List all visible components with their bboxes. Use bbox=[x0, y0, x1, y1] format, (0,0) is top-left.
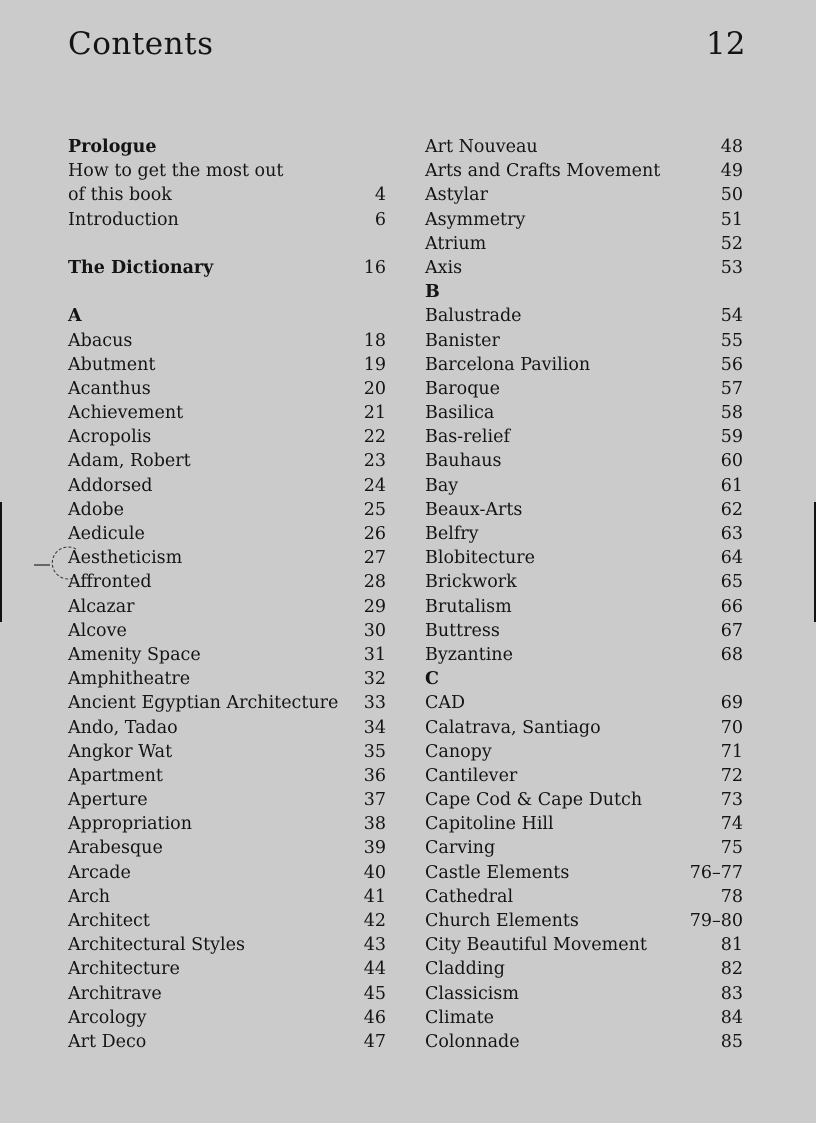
toc-entry-page: 21 bbox=[363, 403, 386, 424]
spacer bbox=[68, 232, 386, 256]
toc-entry-label: Amenity Space bbox=[68, 644, 201, 665]
toc-entry-label: CAD bbox=[425, 693, 466, 714]
toc-entry-page: 41 bbox=[363, 886, 386, 907]
toc-entry-label: City Beautiful Movement bbox=[425, 935, 647, 956]
toc-entry-label: Bas-relief bbox=[425, 427, 510, 448]
toc-entry-label: Art Deco bbox=[68, 1031, 147, 1052]
toc-entry[interactable] bbox=[425, 232, 743, 256]
toc-entry-page: 53 bbox=[720, 257, 743, 278]
page-number: 12 bbox=[706, 26, 746, 62]
toc-entry[interactable] bbox=[68, 982, 386, 1006]
toc-entry[interactable] bbox=[68, 909, 386, 933]
toc-entry-page: 18 bbox=[363, 330, 386, 351]
toc-entry-page: 35 bbox=[363, 741, 386, 762]
toc-entry-page: 84 bbox=[720, 1007, 743, 1028]
toc-entry[interactable] bbox=[425, 401, 743, 425]
toc-entry-label: Castle Elements bbox=[425, 862, 570, 883]
toc-entry-page: 51 bbox=[720, 209, 743, 230]
toc-entry-page: 39 bbox=[363, 838, 386, 859]
toc-entry[interactable] bbox=[68, 643, 386, 667]
toc-entry-label: Arabesque bbox=[68, 838, 163, 859]
toc-entry-label: Abacus bbox=[68, 330, 133, 351]
toc-entry-page: 83 bbox=[720, 983, 743, 1004]
toc-entry[interactable] bbox=[68, 933, 386, 957]
toc-entry-label: Carving bbox=[425, 838, 496, 859]
toc-entry-label: Church Elements bbox=[425, 911, 579, 931]
toc-entry-page: 56 bbox=[720, 354, 743, 375]
toc-entry-page: 40 bbox=[363, 862, 386, 883]
toc-entry-page: 46 bbox=[363, 1007, 386, 1028]
toc-entry[interactable] bbox=[68, 546, 386, 570]
toc-entry-label: Bay bbox=[425, 475, 459, 496]
toc-entry[interactable] bbox=[425, 885, 743, 909]
toc-entry-page: 54 bbox=[720, 306, 743, 327]
toc-entry-label: The Dictionary bbox=[68, 257, 214, 278]
toc-entry-label: Adam, Robert bbox=[68, 451, 191, 472]
toc-entry[interactable] bbox=[425, 135, 743, 159]
toc-entry[interactable] bbox=[425, 183, 743, 207]
toc-entry-label: Ancient Egyptian Architecture bbox=[68, 693, 339, 714]
section-heading[interactable] bbox=[425, 667, 743, 691]
toc-entry-label: Cape Cod & Cape Dutch bbox=[425, 790, 643, 811]
toc-entry-label: Introduction bbox=[68, 209, 179, 230]
toc-entry-label: Arcology bbox=[68, 1007, 147, 1028]
toc-entry[interactable] bbox=[68, 522, 386, 546]
toc-entry-page: 63 bbox=[720, 524, 743, 544]
toc-entry-page: 75 bbox=[720, 838, 743, 859]
toc-entry[interactable] bbox=[68, 425, 386, 449]
toc-entry[interactable] bbox=[68, 836, 386, 860]
toc-entry-page: 76–77 bbox=[689, 862, 743, 883]
toc-entry[interactable] bbox=[68, 595, 386, 619]
toc-entry-label: Aestheticism bbox=[68, 548, 183, 569]
toc-entry-page: 74 bbox=[720, 814, 743, 835]
toc-entry-page: 60 bbox=[720, 451, 743, 472]
toc-entry-label: Colonnade bbox=[425, 1031, 520, 1052]
toc-entry[interactable] bbox=[425, 595, 743, 619]
toc-entry[interactable] bbox=[68, 570, 386, 594]
section-heading[interactable] bbox=[425, 280, 743, 304]
toc-entry-page: 79–80 bbox=[689, 911, 743, 931]
toc-entry[interactable] bbox=[68, 329, 386, 353]
toc-entry-page: 44 bbox=[363, 959, 386, 980]
toc-entry-page: 16 bbox=[363, 257, 386, 278]
toc-entry-label: Acropolis bbox=[68, 427, 152, 448]
toc-entry-label: Apartment bbox=[68, 765, 163, 786]
toc-entry[interactable] bbox=[425, 1006, 743, 1030]
toc-entry-page: 69 bbox=[720, 693, 743, 714]
toc-entry-page: 27 bbox=[363, 548, 386, 569]
toc-entry-label: Calatrava, Santiago bbox=[425, 717, 601, 738]
toc-entry[interactable] bbox=[425, 377, 743, 401]
toc-entry-page: 23 bbox=[363, 451, 386, 472]
toc-entry[interactable] bbox=[425, 570, 743, 594]
toc-entry[interactable] bbox=[425, 498, 743, 522]
toc-entry-label: Architrave bbox=[68, 983, 162, 1004]
toc-entry-label: Balustrade bbox=[425, 306, 522, 327]
toc-entry[interactable] bbox=[68, 183, 386, 207]
toc-entry[interactable] bbox=[68, 474, 386, 498]
toc-entry-label: Beaux-Arts bbox=[425, 499, 523, 520]
toc-entry[interactable] bbox=[425, 304, 743, 328]
toc-entry-page: 66 bbox=[720, 596, 743, 617]
toc-entry[interactable] bbox=[425, 619, 743, 643]
toc-entry[interactable] bbox=[68, 619, 386, 643]
toc-entry-page: 43 bbox=[363, 935, 386, 956]
toc-entry[interactable] bbox=[425, 256, 743, 280]
toc-entry-page: 64 bbox=[720, 548, 743, 569]
toc-entry-label: Achievement bbox=[68, 403, 184, 424]
toc-entry[interactable] bbox=[68, 1006, 386, 1030]
toc-entry[interactable] bbox=[425, 643, 743, 667]
toc-entry-page: 20 bbox=[363, 378, 386, 399]
toc-entry-label: Buttress bbox=[425, 620, 500, 641]
toc-entry-page: 29 bbox=[363, 596, 386, 617]
toc-entry-page: 47 bbox=[363, 1031, 386, 1052]
toc-entry-page: 61 bbox=[720, 475, 743, 496]
toc-entry-label: Acanthus bbox=[68, 378, 151, 399]
toc-entry-page: 6 bbox=[374, 209, 386, 230]
toc-entry[interactable] bbox=[68, 377, 386, 401]
toc-entry-page: 58 bbox=[720, 403, 743, 424]
toc-entry-label: Aedicule bbox=[68, 524, 145, 544]
toc-entry[interactable] bbox=[425, 933, 743, 957]
toc-entry[interactable] bbox=[425, 812, 743, 836]
toc-entry-page: 65 bbox=[720, 572, 743, 593]
contents-right-column bbox=[425, 135, 743, 1054]
toc-entry-page: 25 bbox=[363, 499, 386, 520]
section-heading[interactable] bbox=[68, 135, 386, 159]
toc-entry-page: 34 bbox=[363, 717, 386, 738]
toc-entry-page: 37 bbox=[363, 790, 386, 811]
toc-entry-label: Capitoline Hill bbox=[425, 814, 554, 835]
toc-entry-label: Affronted bbox=[68, 572, 152, 593]
toc-entry-page: 49 bbox=[720, 161, 743, 182]
toc-entry-label: Amphitheatre bbox=[68, 669, 191, 690]
page-turn-edge-left[interactable] bbox=[0, 502, 2, 622]
toc-entry-page: 4 bbox=[374, 185, 386, 206]
toc-entry-page: 48 bbox=[720, 137, 743, 157]
toc-entry-label: Aperture bbox=[68, 790, 148, 811]
toc-entry-label: Abutment bbox=[68, 354, 156, 375]
toc-entry[interactable] bbox=[425, 788, 743, 812]
toc-entry-label: Cathedral bbox=[425, 886, 514, 907]
toc-entry[interactable] bbox=[68, 667, 386, 691]
toc-entry[interactable] bbox=[425, 208, 743, 232]
toc-entry[interactable] bbox=[425, 957, 743, 981]
toc-entry-label: Alcove bbox=[68, 620, 127, 641]
toc-entry[interactable] bbox=[68, 1030, 386, 1054]
toc-entry-page: 38 bbox=[363, 814, 386, 835]
toc-entry-page: 36 bbox=[363, 765, 386, 786]
toc-entry[interactable] bbox=[68, 208, 386, 232]
toc-entry-label: Atrium bbox=[425, 233, 487, 254]
toc-entry-page: 57 bbox=[720, 378, 743, 399]
toc-entry[interactable] bbox=[68, 401, 386, 425]
toc-entry[interactable] bbox=[68, 353, 386, 377]
toc-entry[interactable] bbox=[425, 764, 743, 788]
page-title: Contents bbox=[68, 26, 214, 62]
toc-entry-page: 67 bbox=[720, 620, 743, 641]
toc-entry-page: 81 bbox=[720, 935, 743, 956]
toc-entry[interactable] bbox=[68, 957, 386, 981]
toc-entry-label: Climate bbox=[425, 1007, 495, 1028]
toc-entry-page: 78 bbox=[720, 886, 743, 907]
toc-entry-label: Bauhaus bbox=[425, 451, 502, 472]
toc-entry[interactable] bbox=[68, 740, 386, 764]
toc-entry[interactable] bbox=[425, 716, 743, 740]
toc-entry-page: 52 bbox=[720, 233, 743, 254]
toc-entry-page: 85 bbox=[720, 1031, 743, 1052]
toc-entry-label: Banister bbox=[425, 330, 500, 351]
toc-entry[interactable] bbox=[425, 861, 743, 885]
toc-entry-label: Architectural Styles bbox=[68, 935, 245, 956]
toc-entry-label: Brutalism bbox=[425, 596, 512, 617]
toc-entry-label: Arch bbox=[68, 886, 111, 907]
toc-entry-label: B bbox=[425, 282, 440, 303]
toc-entry[interactable] bbox=[68, 449, 386, 473]
toc-entry-label: Ando, Tadao bbox=[68, 717, 178, 738]
toc-entry-page: 33 bbox=[363, 693, 386, 714]
toc-entry-page: 71 bbox=[720, 741, 743, 762]
toc-entry[interactable] bbox=[425, 982, 743, 1006]
cursor-icon bbox=[30, 544, 80, 584]
toc-entry-label: Arcade bbox=[68, 862, 131, 883]
toc-entry[interactable] bbox=[425, 425, 743, 449]
toc-entry[interactable] bbox=[425, 836, 743, 860]
toc-entry-page: 42 bbox=[363, 911, 386, 931]
toc-entry-page: 59 bbox=[720, 427, 743, 448]
toc-entry-page: 70 bbox=[720, 717, 743, 738]
toc-entry-label: Barcelona Pavilion bbox=[425, 354, 591, 375]
toc-entry[interactable] bbox=[68, 788, 386, 812]
contents-left-column bbox=[68, 135, 386, 1054]
toc-entry-page: 28 bbox=[363, 572, 386, 593]
toc-entry[interactable] bbox=[68, 861, 386, 885]
toc-entry-label: C bbox=[425, 669, 439, 690]
toc-entry-label: Axis bbox=[425, 257, 463, 278]
toc-entry-label: Asymmetry bbox=[425, 209, 526, 230]
toc-entry-label: of this book bbox=[68, 185, 172, 206]
toc-entry-label: Canopy bbox=[425, 741, 492, 762]
toc-entry-label: Belfry bbox=[425, 524, 479, 544]
toc-entry-label: Adobe bbox=[68, 499, 124, 520]
toc-entry-label: Cantilever bbox=[425, 765, 518, 786]
toc-entry-label: Art Nouveau bbox=[425, 137, 538, 157]
toc-entry[interactable] bbox=[425, 474, 743, 498]
toc-entry-label: Byzantine bbox=[425, 644, 513, 665]
toc-entry[interactable] bbox=[425, 329, 743, 353]
toc-entry-page: 50 bbox=[720, 185, 743, 206]
toc-entry[interactable] bbox=[425, 159, 743, 183]
toc-entry-label: Blobitecture bbox=[425, 548, 536, 569]
toc-entry[interactable] bbox=[425, 691, 743, 715]
toc-entry[interactable] bbox=[425, 449, 743, 473]
toc-entry[interactable] bbox=[68, 716, 386, 740]
toc-entry-label: Baroque bbox=[425, 378, 501, 399]
section-heading[interactable] bbox=[68, 256, 386, 280]
toc-entry-label: Arts and Crafts Movement bbox=[425, 161, 661, 182]
toc-entry[interactable] bbox=[68, 812, 386, 836]
toc-entry-page: 26 bbox=[363, 524, 386, 544]
toc-entry-label: Basilica bbox=[425, 403, 495, 424]
toc-entry-page: 22 bbox=[363, 427, 386, 448]
toc-entry-label: Prologue bbox=[68, 137, 157, 157]
spacer bbox=[68, 280, 386, 304]
toc-entry[interactable] bbox=[425, 353, 743, 377]
toc-entry-page: 68 bbox=[720, 644, 743, 665]
toc-entry[interactable] bbox=[425, 1030, 743, 1054]
toc-entry[interactable] bbox=[68, 691, 386, 715]
toc-entry-label: How to get the most out bbox=[68, 161, 284, 182]
toc-entry[interactable] bbox=[68, 885, 386, 909]
toc-entry[interactable] bbox=[425, 522, 743, 546]
toc-entry-page: 62 bbox=[720, 499, 743, 520]
toc-entry[interactable] bbox=[425, 909, 743, 933]
toc-entry-page: 30 bbox=[363, 620, 386, 641]
toc-entry-label: Architecture bbox=[68, 959, 180, 980]
toc-entry-label: Appropriation bbox=[68, 814, 192, 835]
toc-entry-label: A bbox=[68, 306, 82, 327]
toc-entry-label: Classicism bbox=[425, 983, 519, 1004]
toc-entry-page: 19 bbox=[363, 354, 386, 375]
toc-entry-label: Astylar bbox=[425, 185, 488, 206]
toc-entry[interactable] bbox=[68, 764, 386, 788]
toc-entry[interactable] bbox=[68, 159, 386, 183]
toc-entry-label: Brickwork bbox=[425, 572, 517, 593]
toc-entry-label: Alcazar bbox=[68, 596, 135, 617]
toc-entry-page: 24 bbox=[363, 475, 386, 496]
toc-entry[interactable] bbox=[425, 546, 743, 570]
toc-entry-page: 45 bbox=[363, 983, 386, 1004]
toc-entry-page: 73 bbox=[720, 790, 743, 811]
toc-entry-page: 55 bbox=[720, 330, 743, 351]
toc-entry[interactable] bbox=[425, 740, 743, 764]
toc-entry-label: Angkor Wat bbox=[68, 741, 173, 762]
toc-entry-label: Addorsed bbox=[68, 475, 153, 496]
toc-entry[interactable] bbox=[68, 498, 386, 522]
section-heading[interactable] bbox=[68, 304, 386, 328]
toc-entry-label: Architect bbox=[68, 911, 150, 931]
toc-entry-page: 82 bbox=[720, 959, 743, 980]
toc-entry-label: Cladding bbox=[425, 959, 505, 980]
toc-entry-page: 72 bbox=[720, 765, 743, 786]
toc-entry-page: 31 bbox=[363, 644, 386, 665]
toc-entry-page: 32 bbox=[363, 669, 386, 690]
